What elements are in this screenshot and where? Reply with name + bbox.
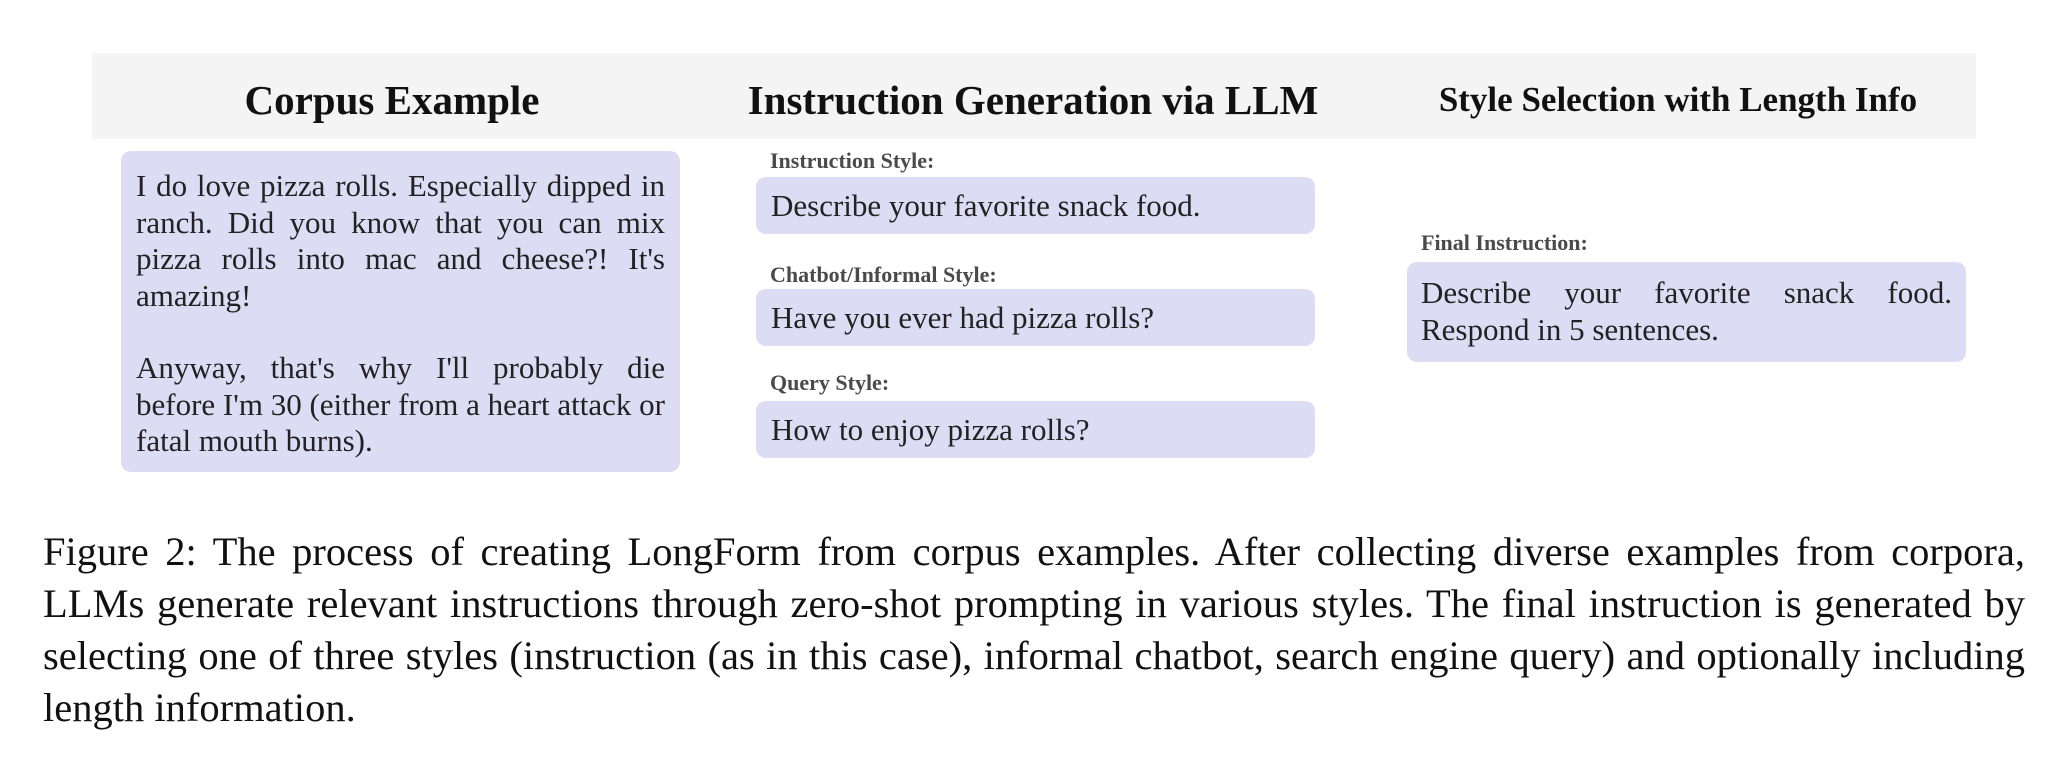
figure-caption: Figure 2: The process of creating LongForm from corpus examples. After collecting diverse examples from corpora, LLMs generate relevant instructions through zero-shot prompting in various styles. The final instruction is generated by selecting one of three styles (instruction (as in this case), informal chatbot, search engine query) and optionally including length information.	[43, 529, 2025, 730]
corpus-example-box	[121, 151, 680, 472]
query-style-label: Query Style:	[770, 370, 890, 395]
query-style-box	[756, 401, 1315, 458]
instruction-style-text: Describe your favorite snack food.	[771, 188, 1201, 223]
chatbot-style-label: Chatbot/Informal Style:	[770, 262, 997, 287]
chatbot-style-box	[756, 289, 1315, 346]
instruction-generation-title: Instruction Generation via LLM	[747, 77, 1319, 123]
chatbot-style-text: Have you ever had pizza rolls?	[771, 300, 1155, 335]
query-style-text: How to enjoy pizza rolls?	[771, 412, 1090, 447]
final-instruction-label: Final Instruction:	[1421, 230, 1588, 255]
corpus-paragraph-2: Anyway, that's why I'll probably die before I'm 30 (either from a heart attack or fatal mouth burns).	[136, 350, 665, 458]
style-selection-title: Style Selection with Length Info	[1438, 80, 1918, 119]
final-instruction-text: Describe your favorite snack food. Respond in 5 sentences.	[1421, 275, 1952, 347]
final-instruction-box	[1407, 262, 1966, 362]
corpus-example-title: Corpus Example	[244, 77, 540, 123]
instruction-style-box	[756, 177, 1315, 234]
instruction-style-label: Instruction Style:	[770, 148, 935, 173]
corpus-paragraph-1: I do love pizza rolls. Especially dipped in ranch. Did you know that you can mix pizza rolls into mac and cheese?! It's amazing!	[136, 168, 665, 313]
